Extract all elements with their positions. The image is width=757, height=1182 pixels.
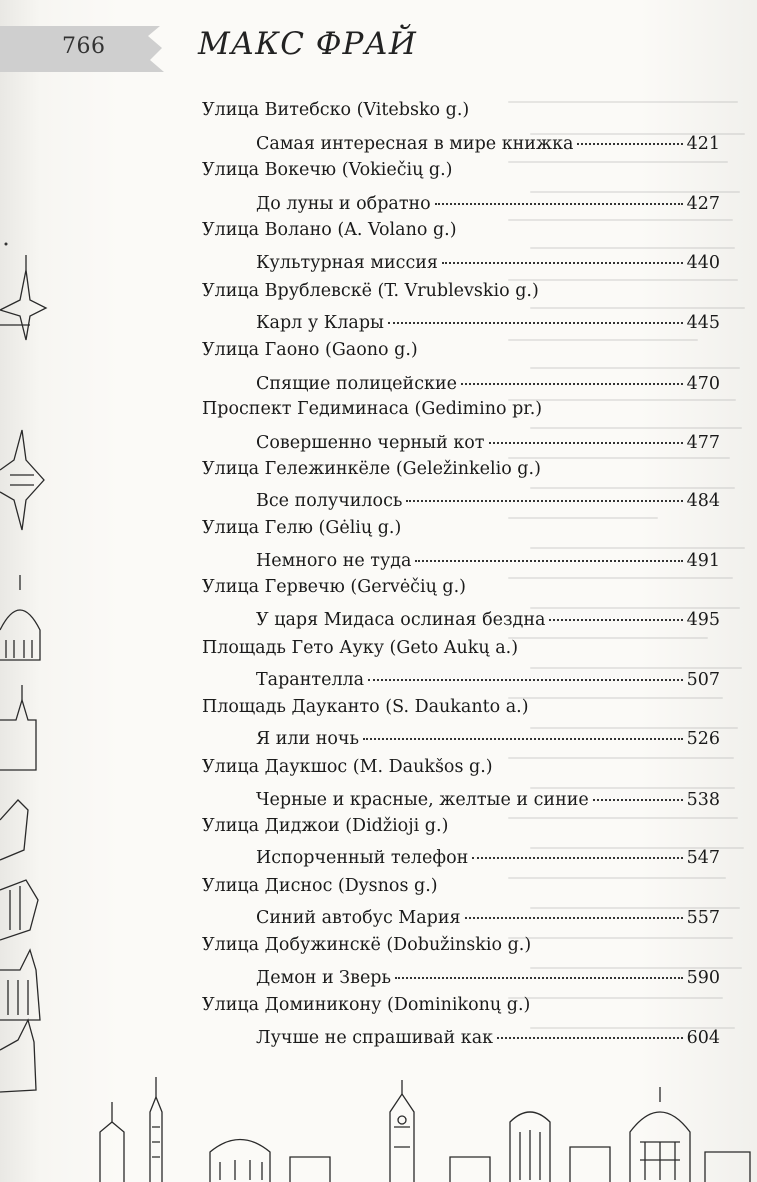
page-number: 766 <box>62 34 106 59</box>
toc-page-number: 484 <box>686 491 720 512</box>
toc-story-line <box>256 307 720 333</box>
toc-story-title: Самая интересная в мире книжка <box>256 134 574 155</box>
dot-leader <box>465 898 683 919</box>
toc-story-title: Черные и красные, желтые и синие <box>256 790 589 811</box>
toc-street-title: Улица Диджои (Didžioji g.) <box>202 816 449 836</box>
toc-page-number: 470 <box>686 374 720 395</box>
toc-street-title: Улица Гервечю (Gervėčių g.) <box>202 577 466 597</box>
toc-page-number: 445 <box>686 313 720 334</box>
toc-street-title: Улица Гелю (Gėlių g.) <box>202 518 402 538</box>
toc-story-line <box>256 545 720 571</box>
toc-page-number: 557 <box>686 908 720 929</box>
toc-page-number: 590 <box>686 968 720 989</box>
toc-page-number: 440 <box>686 253 720 274</box>
toc-story-title: Тарантелла <box>256 670 365 691</box>
toc-street-title: Улица Вокечю (Vokiečių g.) <box>202 160 453 180</box>
toc-story-line <box>256 1022 720 1048</box>
left-margin-spires-illustration <box>0 230 60 1182</box>
running-head-author: МАКС ФРАЙ <box>198 26 417 62</box>
toc-page-number: 421 <box>686 134 720 155</box>
toc-page-number: 507 <box>686 670 720 691</box>
toc-street-title: Улица Врублевскё (T. Vrublevskio g.) <box>202 281 539 301</box>
dot-leader <box>435 184 683 205</box>
toc-page-number: 526 <box>686 729 720 750</box>
toc-street-title: Проспект Гедиминаса (Gedimino pr.) <box>202 399 543 419</box>
dot-leader <box>442 243 683 264</box>
toc-story-title: Испорченный телефон <box>256 848 469 869</box>
toc-page-number: 427 <box>686 194 720 215</box>
toc-story-line <box>256 784 720 810</box>
toc-story-title: Демон и Зверь <box>256 968 392 989</box>
dot-leader <box>577 124 682 145</box>
toc-story-line <box>256 723 720 749</box>
dot-leader <box>363 719 683 740</box>
toc-story-title: Карл у Клары <box>256 313 384 334</box>
toc-story-title: Немного не туда <box>256 551 412 572</box>
dot-leader <box>549 600 682 621</box>
dot-leader <box>497 1018 682 1039</box>
toc-page-number: 495 <box>686 610 720 631</box>
toc-street-title: Улица Даукшос (M. Daukšos g.) <box>202 757 493 777</box>
toc-story-line <box>256 427 720 453</box>
toc-page-number: 538 <box>686 790 720 811</box>
toc-story-title: Все получилось <box>256 491 403 512</box>
dot-leader <box>461 364 683 385</box>
toc-street-title: Улица Диснос (Dysnos g.) <box>202 876 438 896</box>
toc-story-title: Культурная миссия <box>256 253 438 274</box>
toc-street-title: Площадь Дауканто (S. Daukanto a.) <box>202 697 529 717</box>
toc-story-title: Совершенно черный кот <box>256 433 485 454</box>
dot-leader <box>406 481 682 502</box>
toc-story-title: Спящие полицейские <box>256 374 457 395</box>
toc-story-title: У царя Мидаса ослиная бездна <box>256 610 546 631</box>
toc-street-title: Улица Доминикону (Dominikonų g.) <box>202 995 531 1015</box>
toc-street-title: Улица Добужинскё (Dobužinskio g.) <box>202 935 532 955</box>
dot-leader <box>472 838 682 859</box>
toc-story-line <box>256 962 720 988</box>
dot-leader <box>388 303 683 324</box>
toc-story-title: Я или ночь <box>256 729 360 750</box>
toc-story-line <box>256 842 720 868</box>
bottom-city-skyline-illustration <box>90 1072 757 1182</box>
toc-story-line <box>256 485 720 511</box>
toc-story-line <box>256 664 720 690</box>
dot-leader <box>368 660 682 681</box>
dot-leader <box>395 958 683 979</box>
toc-story-title: До луны и обратно <box>256 194 431 215</box>
toc-story-line <box>256 128 720 154</box>
toc-story-line <box>256 368 720 394</box>
toc-story-title: Лучше не спрашивай как <box>256 1028 494 1049</box>
dot-leader <box>593 780 683 801</box>
toc-story-line <box>256 902 720 928</box>
toc-street-title: Улица Гележинкёле (Geležinkelio g.) <box>202 459 541 479</box>
toc-page-number: 604 <box>686 1028 720 1049</box>
dot-leader <box>489 423 683 444</box>
toc-page-number: 547 <box>686 848 720 869</box>
toc-story-title: Синий автобус Мария <box>256 908 461 929</box>
toc-story-line <box>256 188 720 214</box>
toc-street-title: Улица Волано (A. Volano g.) <box>202 220 457 240</box>
toc-street-title: Улица Гаоно (Gaono g.) <box>202 340 418 360</box>
toc-page-number: 477 <box>686 433 720 454</box>
toc-street-title: Улица Витебско (Vitebsko g.) <box>202 100 470 120</box>
toc-story-line <box>256 247 720 273</box>
toc-story-line <box>256 604 720 630</box>
dot-leader <box>415 541 682 562</box>
toc-street-title: Площадь Гето Ауку (Geto Aukų a.) <box>202 638 519 658</box>
toc-page-number: 491 <box>686 551 720 572</box>
